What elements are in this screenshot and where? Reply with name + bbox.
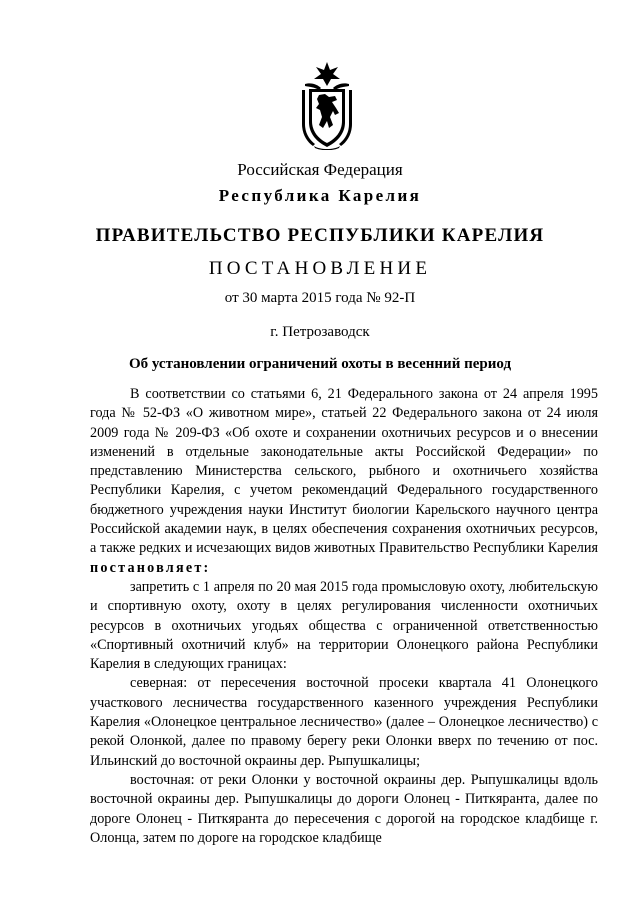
government-title: ПРАВИТЕЛЬСТВО РЕСПУБЛИКИ КАРЕЛИЯ <box>95 225 545 246</box>
republic-name: Республика Карелия <box>218 186 422 205</box>
north-boundary-paragraph: северная: от пересечения восточной просеки квартала 41 Олонецкого участкового лесничества государственного казенного учреждения Республики Карелия «Олонецкое центральное лесничество» (далее – Олонецкое лесничество) с рекой Олонкой, далее по правому берегу реки Олонки вверх по течению от пос. Ильинский до восточной окраины дер. Рыпушкалицы; <box>90 675 598 769</box>
document-body <box>90 385 598 848</box>
resolves-word: постановляет: <box>90 559 211 576</box>
federation-name: Российская Федерация <box>237 160 403 179</box>
document-title: Об установлении ограничений охоты в весенний период <box>128 356 512 372</box>
preamble-paragraph <box>90 385 598 578</box>
document-type: ПОСТАНОВЛЕНИЕ <box>208 258 432 279</box>
preamble-text: В соответствии со статьями 6, 21 Федерального закона от 24 апреля 1995 года № 52-ФЗ «О животном мире», статьей 22 Федерального закона от 24 июля 2009 года № 209-ФЗ «Об охоте и сохранении охотничьих ресурсов и о внесении изменений в отдельные законодательные акты Российской Федерации» по представлению Министерства сельского, рыбного и охотничьего хозяйства Республики Карелия, с учетом рекомендаций Федерального государственного бюджетного учреждения науки Институт биологии Карельского научного центра Российской академии наук, в целях обеспечения сохранения охотничьих ресурсов, а также редких и исчезающих видов животных Правительство Республики Карелия <box>90 386 598 557</box>
item1-paragraph: запретить с 1 апреля по 20 мая 2015 года промысловую охоту, любительскую и спортивную охоту, охоту в целях регулирования численности охотничьих ресурсов в охотничьих угодьях общества с ограниченной ответственностью «Спортивный охотничий клуб» на территории Олонецкого района Республики Карелия в следующих границах: <box>90 578 598 673</box>
karelia-coat-of-arms-icon <box>302 62 352 150</box>
document-city: г. Петрозаводск <box>270 324 370 340</box>
document-date-number: от 30 марта 2015 года № 92-П <box>224 290 416 306</box>
east-boundary-paragraph: восточная: от реки Олонки у восточной окраины дер. Рыпушкалицы вдоль восточной окраины дер. Рыпушкалицы до дороги Олонец - Питкяранта, далее по дороге Олонец - Питкяранта до пересечения с дорогой на городское кладбище г. Олонца, затем по дороге на городское кладбище <box>90 771 598 846</box>
